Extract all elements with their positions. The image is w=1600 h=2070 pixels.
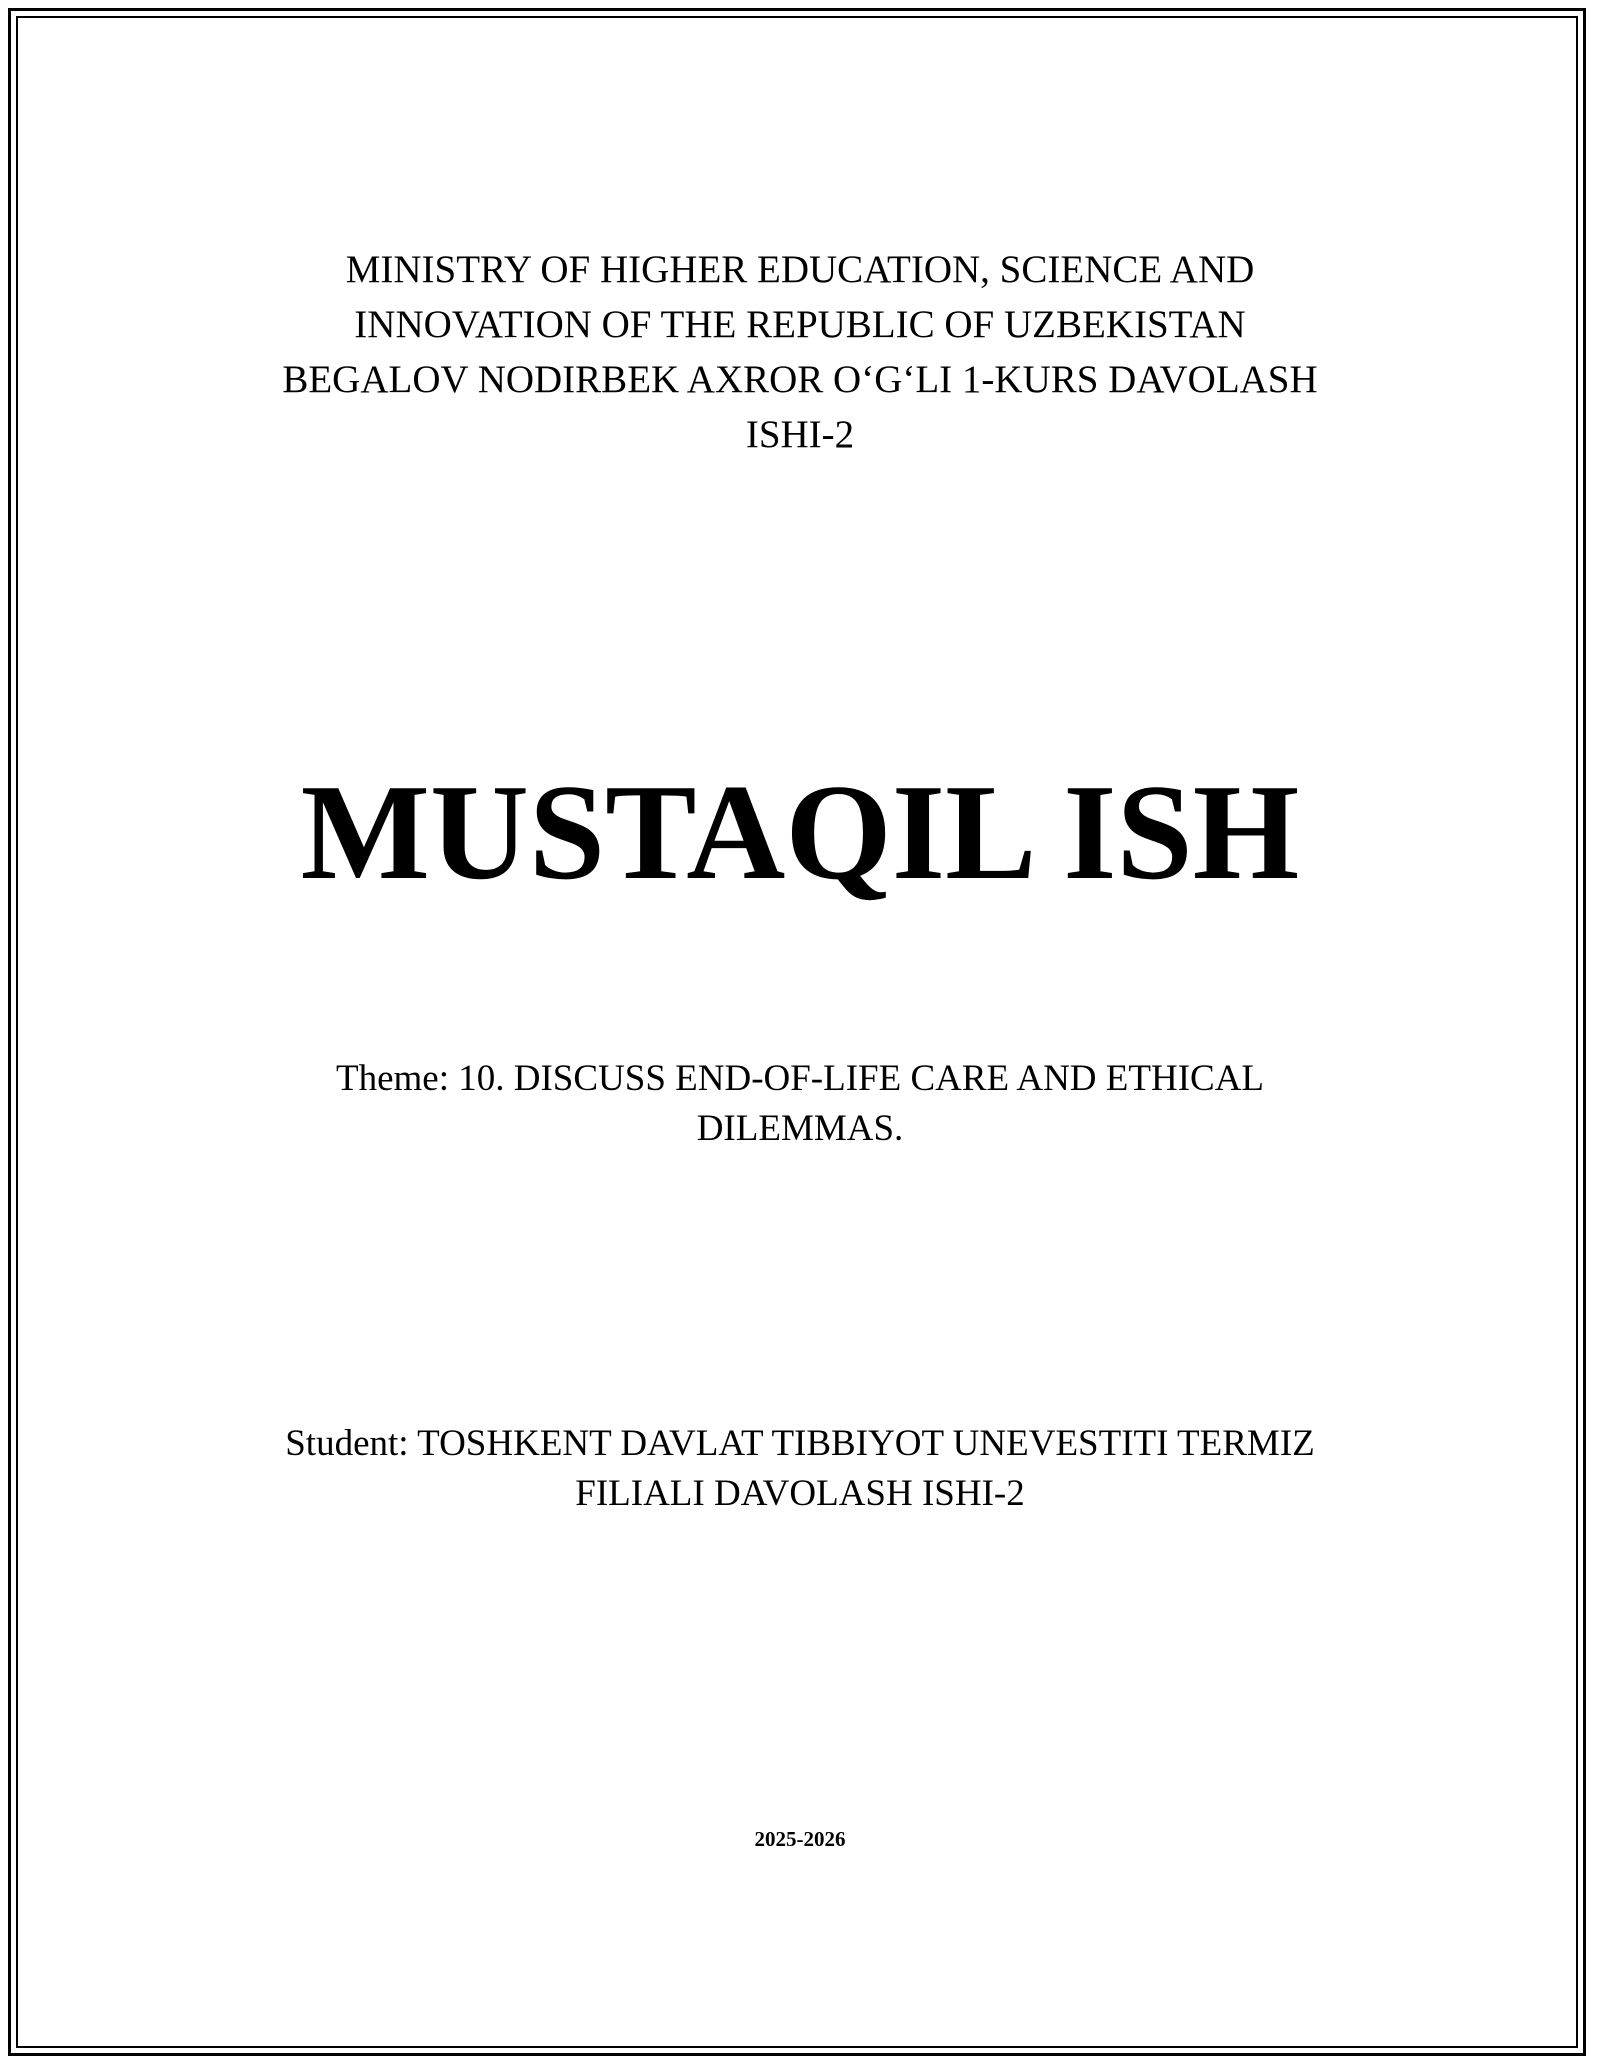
ministry-header	[0, 242, 1600, 462]
theme-line: Theme: 10. DISCUSS END-OF-LIFE CARE AND ETHICAL	[335, 1058, 1265, 1099]
student-line: Student: TOSHKENT DAVLAT TIBBIYOT UNEVESTITI TERMIZ	[285, 1423, 1315, 1464]
document-title: MUSTAQIL ISH	[300, 756, 1300, 908]
student-line: FILIALI DAVOLASH ISHI-2	[575, 1473, 1025, 1514]
header-line: ISHI-2	[745, 413, 855, 456]
header-line: INNOVATION OF THE REPUBLIC OF UZBEKISTAN	[354, 303, 1246, 346]
theme-line: DILEMMAS.	[696, 1108, 904, 1149]
academic-year: 2025-2026	[754, 1827, 846, 1851]
student-text	[0, 1419, 1600, 1519]
header-line: MINISTRY OF HIGHER EDUCATION, SCIENCE AND	[345, 248, 1255, 291]
theme-text	[0, 1054, 1600, 1154]
header-line: BEGALOV NODIRBEK AXROR O‘G‘LI 1-KURS DAVOLASH	[282, 358, 1318, 401]
